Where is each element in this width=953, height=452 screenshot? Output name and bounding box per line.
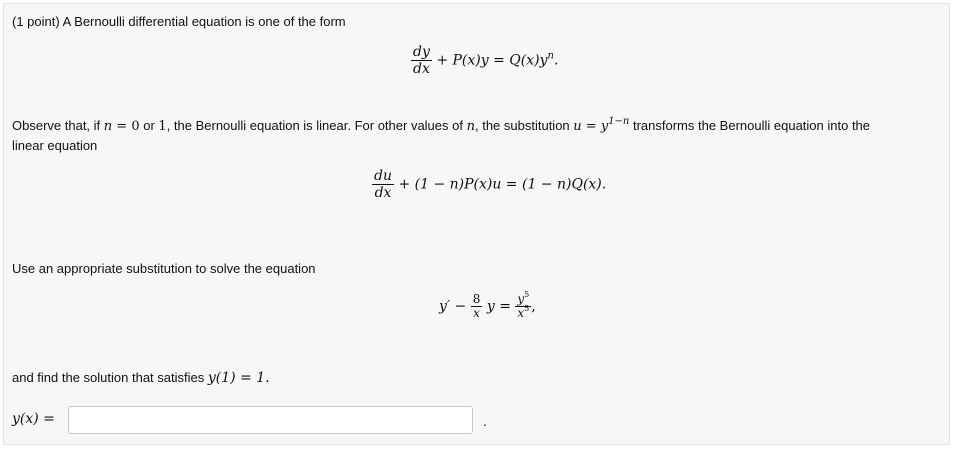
target-equation: y′ − $\frac{8}{x}$ y = $\frac{y^5}{x^5}$ , (439, 290, 536, 320)
du-dx-fraction: $\frac{du}{dx}$ (374, 168, 392, 201)
trailing-period: . (483, 413, 487, 429)
use-substitution-text: Use an appropriate substitution to solve the equation (12, 261, 316, 276)
eight-over-x-fraction: $\frac{8}{x}$ (472, 292, 481, 320)
observe-line-2: linear equation (12, 138, 98, 153)
observe-line-1: Observe that, if n = 0 or 1, the Bernoulli equation is linear. For other values of n, the substitution $u = y^{1-n}$ transforms the Bernoulli equation into the (12, 116, 871, 134)
dy-dx-fraction: $\frac{dy}{dx}$ (413, 44, 430, 77)
y5-over-x5-fraction: $\frac{y^5}{x^5}$ (517, 290, 530, 320)
answer-label: y(x) = (12, 411, 55, 427)
answer-input[interactable] (68, 406, 473, 434)
find-solution-text: and find the solution that satisfies y(1) = 1. (12, 370, 270, 386)
problem-intro: (1 point) A Bernoulli differential equation is one of the form (12, 14, 346, 29)
linear-equation: $\frac{du}{dx}$ + (1 − n)P(x)u = (1 − n)Q(x). (374, 168, 607, 201)
bernoulli-equation: $\frac{dy}{dx}$ + $P(x)y = Q(x)y^n$. (413, 44, 559, 77)
